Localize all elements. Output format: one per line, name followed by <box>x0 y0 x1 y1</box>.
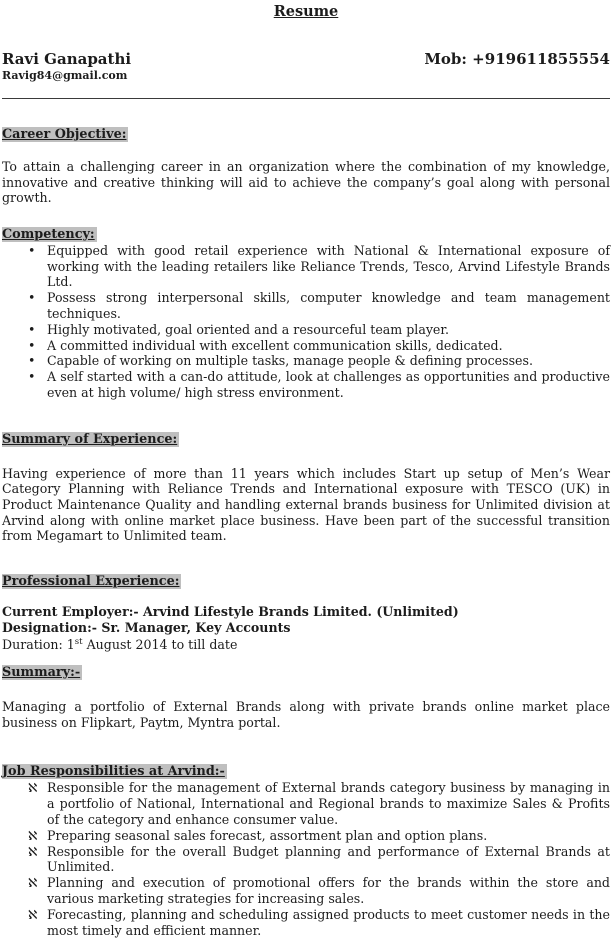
section-heading-job-responsibilities <box>2 764 610 780</box>
list-item-text: Responsible for the management of External brands category business by managing in a portfolio of National, International and Regional brands to maximize Sales & Profits of the category and enhance consumer value. <box>47 780 610 827</box>
list-item-text: Planning and execution of promotional offers for the brands within the store and various marketing strategies for increasing sales. <box>47 875 610 906</box>
summary-body: Managing a portfolio of External Brands along with private brands online market place business on Flipkart, Paytm, Myntra portal. <box>2 699 610 730</box>
duration-ordinal: st <box>74 636 83 647</box>
bullet-dot-icon: • <box>28 321 36 337</box>
list-item-text: Capable of working on multiple tasks, manage people & defining processes. <box>47 353 533 369</box>
bullet-dot-icon: • <box>28 369 36 385</box>
duration-suffix: August 2014 to till date <box>82 636 238 652</box>
document-title-text: Resume <box>273 3 339 20</box>
document-title <box>2 3 610 20</box>
section-heading-competency <box>2 227 610 243</box>
contact-header <box>2 50 610 82</box>
duration <box>2 637 610 654</box>
contact-left <box>2 50 131 82</box>
competency-heading-text: Competency: <box>2 226 95 242</box>
list-item <box>2 780 610 827</box>
job-responsibilities-heading-text: Job Responsibilities at Arvind:- <box>2 764 225 780</box>
list-item-text: Possess strong interpersonal skills, computer knowledge and team management techniques. <box>47 290 610 321</box>
person-mobile: Mob: +919611855554 <box>424 50 610 68</box>
section-heading-career-objective <box>2 127 610 143</box>
list-item <box>2 338 610 354</box>
list-item <box>2 828 610 844</box>
bullet-dot-icon: • <box>28 353 36 369</box>
aleph-bullet-icon: ℵ <box>28 906 38 922</box>
competency-list <box>2 243 610 401</box>
list-item-text: Equipped with good retail experience with National & International exposure of working with the leading retailers like Reliance Trends, Tesco, Arvind Lifestyle Brands Ltd. <box>47 242 610 290</box>
summary-of-experience-heading-text: Summary of Experience: <box>2 431 178 447</box>
job-responsibilities-list <box>2 780 610 938</box>
header-divider <box>2 98 610 99</box>
list-item <box>2 369 610 401</box>
person-name: Ravi Ganapathi <box>2 50 132 68</box>
list-item <box>2 353 610 369</box>
aleph-bullet-icon: ℵ <box>28 875 38 891</box>
aleph-bullet-icon: ℵ <box>28 843 38 859</box>
bullet-dot-icon: • <box>28 290 36 306</box>
list-item-text: Responsible for the overall Budget planning and performance of External Brands at Unlimited. <box>47 843 610 875</box>
section-heading-summary-of-experience <box>2 432 610 448</box>
list-item <box>2 322 610 338</box>
list-item <box>2 290 610 322</box>
list-item-text: A self started with a can-do attitude, look at challenges as opportunities and productive even at high volume/ high stress environment. <box>47 369 610 400</box>
list-item-text: Highly motivated, goal oriented and a resourceful team player. <box>47 321 450 337</box>
list-item <box>2 243 610 290</box>
professional-experience-heading-text: Professional Experience: <box>2 573 180 589</box>
section-heading-summary <box>2 665 610 681</box>
bullet-dot-icon: • <box>28 337 36 353</box>
aleph-bullet-icon: ℵ <box>28 827 38 843</box>
bullet-dot-icon: • <box>28 242 36 258</box>
designation: Designation:- Sr. Manager, Key Accounts <box>2 620 291 636</box>
list-item-text: Forecasting, planning and scheduling assigned products to meet customer needs in the most timely and efficient manner. <box>47 906 610 938</box>
list-item-text: A committed individual with excellent communication skills, dedicated. <box>47 337 503 353</box>
section-heading-professional-experience <box>2 574 610 590</box>
employer-block <box>2 604 610 654</box>
list-item-text: Preparing seasonal sales forecast, assortment plan and option plans. <box>47 827 488 843</box>
list-item <box>2 907 610 938</box>
aleph-bullet-icon: ℵ <box>28 780 38 796</box>
career-objective-heading-text: Career Objective: <box>2 127 127 142</box>
list-item <box>2 875 610 907</box>
current-employer: Current Employer:- Arvind Lifestyle Brands Limited. (Unlimited) <box>2 603 459 619</box>
person-email: Ravig84@gmail.com <box>2 69 128 82</box>
duration-prefix: Duration: 1 <box>2 636 75 652</box>
summary-heading-text: Summary:- <box>2 665 81 681</box>
list-item <box>2 844 610 876</box>
summary-of-experience-body: Having experience of more than 11 years which includes Start up setup of Men’s Wear Category Planning with Reliance Trends and International exposure with TESCO (UK) in Product Maintenance Quality and handling external brands business for Unlimited division at Arvind along with online market place business. Have been part of the successful transition from Megamart to Unlimited team. <box>2 465 610 544</box>
career-objective-body: To attain a challenging career in an organization where the combination of my knowledge, innovative and creative thinking will aid to achieve the company’s goal along with personal growth. <box>2 159 610 206</box>
